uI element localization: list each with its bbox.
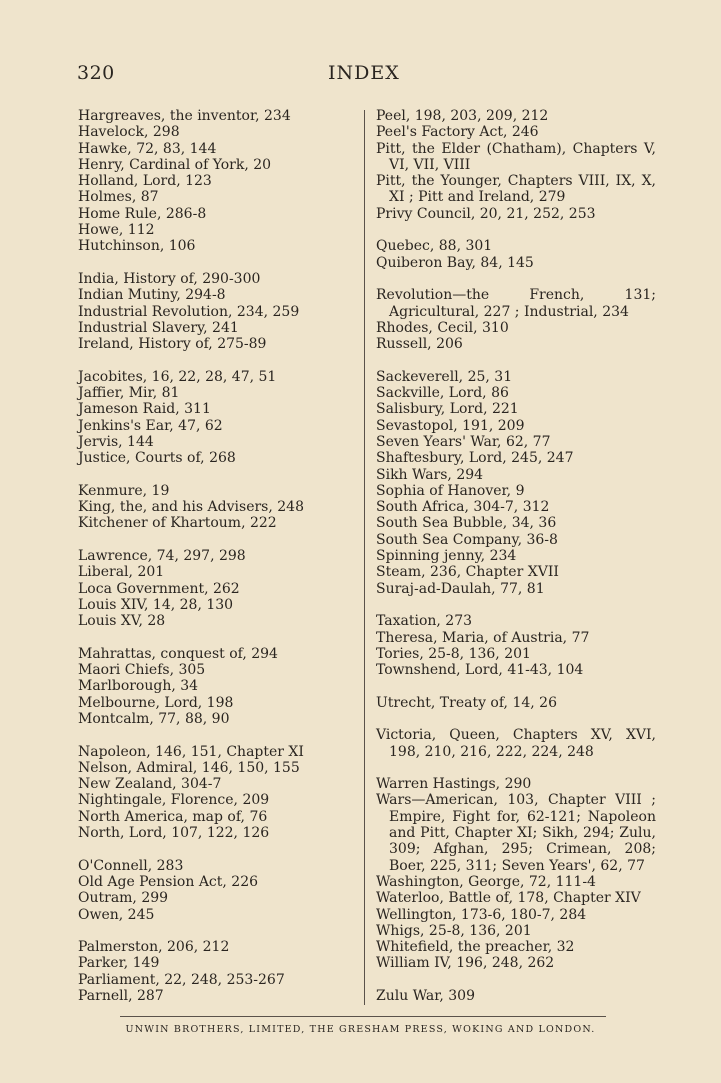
index-entry: Warren Hastings, 290	[376, 776, 532, 793]
index-letter-group	[78, 548, 348, 629]
index-entry: Wellington, 173-6, 180-7, 284	[376, 906, 587, 923]
index-column-right	[376, 108, 656, 1021]
index-entry: Quebec, 88, 301	[376, 238, 493, 255]
index-entry: Sikh Wars, 294	[376, 466, 484, 483]
index-entry: New Zealand, 304-7	[78, 776, 222, 793]
index-letter-group	[376, 287, 656, 352]
index-letter-group	[376, 695, 656, 711]
footer-rule	[120, 1016, 606, 1017]
index-entry: Parliament, 22, 248, 253-267	[78, 971, 285, 988]
index-entry: Kitchener of Khartoum, 222	[78, 515, 277, 532]
index-letter-group	[78, 108, 348, 255]
index-entry: King, the, and his Advisers, 248	[78, 499, 304, 516]
index-entry: North, Lord, 107, 122, 126	[78, 825, 270, 842]
index-entry: Waterloo, Battle of, 178, Chapter XIV	[376, 890, 641, 907]
index-entry: Industrial Revolution, 234, 259	[78, 303, 300, 320]
index-entry: South Africa, 304-7, 312	[376, 499, 550, 516]
index-entry: Melbourne, Lord, 198	[78, 694, 234, 711]
column-divider	[364, 110, 365, 1005]
index-entry: Jenkins's Ear, 47, 62	[78, 417, 223, 434]
index-entry: Havelock, 298	[78, 124, 180, 141]
index-entry: Lawrence, 74, 297, 298	[78, 548, 246, 565]
index-entry: Montcalm, 77, 88, 90	[78, 710, 230, 727]
index-entry: Townshend, Lord, 41-43, 104	[376, 662, 584, 679]
index-entry: Jervis, 144	[78, 433, 154, 450]
index-entry: Zulu War, 309	[376, 988, 475, 1005]
index-letter-group	[78, 939, 348, 1004]
index-entry: Maori Chiefs, 305	[78, 662, 206, 679]
index-entry: Whitefield, the preacher, 32	[376, 939, 575, 956]
index-entry: Jacobites, 16, 22, 28, 47, 51	[78, 368, 277, 385]
index-entry: Mahrattas, conquest of, 294	[78, 645, 278, 662]
index-letter-group	[376, 238, 656, 271]
index-entry: Holmes, 87	[78, 189, 159, 206]
index-entry: Steam, 236, Chapter XVII	[376, 564, 559, 581]
index-letter-group	[376, 776, 656, 972]
index-entry: Tories, 25-8, 136, 201	[376, 645, 531, 662]
index-entry: Russell, 206	[376, 336, 463, 353]
index-entry: Spinning jenny, 234	[376, 548, 517, 565]
index-entry: Kenmure, 19	[78, 482, 170, 499]
index-entry: O'Connell, 283	[78, 857, 184, 874]
index-entry: Peel, 198, 203, 209, 212	[376, 108, 549, 124]
index-entry: Old Age Pension Act, 226	[78, 873, 259, 890]
index-letter-group	[78, 369, 348, 467]
index-entry: Salisbury, Lord, 221	[376, 401, 519, 418]
index-entry: Victoria, Queen, Chapters XV, XVI, 198, 210, 216, 222, 224, 248	[376, 727, 656, 760]
index-entry: Taxation, 273	[376, 613, 473, 630]
index-letter-group	[78, 483, 348, 532]
index-entry: Revolution—the French, 131; Agricultural, 227 ; Industrial, 234	[376, 287, 656, 320]
index-entry: Louis XV, 28	[78, 613, 166, 630]
index-letter-group	[376, 988, 656, 1004]
index-entry: Rhodes, Cecil, 310	[376, 319, 509, 336]
index-letter-group	[376, 613, 656, 678]
index-entry: Hargreaves, the inventor, 234	[78, 108, 291, 124]
index-entry: Nelson, Admiral, 146, 150, 155	[78, 759, 300, 776]
index-entry: Industrial Slavery, 241	[78, 319, 239, 336]
index-entry: Louis XIV, 14, 28, 130	[78, 596, 234, 613]
index-entry: South Sea Bubble, 34, 36	[376, 515, 557, 532]
index-entry: Hawke, 72, 83, 144	[78, 140, 217, 157]
index-entry: Howe, 112	[78, 222, 155, 239]
index-entry: Liberal, 201	[78, 564, 165, 581]
index-entry: Wars—American, 103, Chapter VIII ; Empire, Fight for, 62-121; Napoleon and Pitt, Chapter XI; Sikh, 294; Zulu, 309; Afghan, 295; Crimean, 208; Boer, 225, 311; Seven Years', 62, 77	[376, 792, 656, 874]
index-entry: Utrecht, Treaty of, 14, 26	[376, 694, 557, 711]
index-entry: Sackville, Lord, 86	[376, 385, 509, 402]
index-entry: Napoleon, 146, 151, Chapter XI	[78, 743, 304, 760]
index-entry: Hutchinson, 106	[78, 238, 196, 255]
index-entry: Holland, Lord, 123	[78, 173, 212, 190]
index-entry: Parker, 149	[78, 955, 160, 972]
index-entry: Marlborough, 34	[78, 678, 199, 695]
index-entry: Quiberon Bay, 84, 145	[376, 254, 534, 271]
index-letter-group	[78, 858, 348, 923]
index-entry: Theresa, Maria, of Austria, 77	[376, 629, 590, 646]
index-entry: Ireland, History of, 275-89	[78, 336, 267, 353]
index-entry: Loca Government, 262	[78, 580, 240, 597]
index-letter-group	[376, 369, 656, 597]
index-entry: Palmerston, 206, 212	[78, 939, 230, 956]
index-entry: Peel's Factory Act, 246	[376, 124, 539, 141]
index-column-left	[78, 108, 348, 1021]
index-entry: Suraj-ad-Daulah, 77, 81	[376, 580, 545, 597]
index-letter-group	[78, 271, 348, 352]
index-letter-group	[78, 646, 348, 727]
index-entry: Owen, 245	[78, 906, 155, 923]
index-entry: Parnell, 287	[78, 988, 164, 1005]
index-entry: Justice, Courts of, 268	[78, 450, 236, 467]
printer-imprint: UNWIN BROTHERS, LIMITED, THE GRESHAM PRESS, WOKING AND LONDON.	[125, 1024, 596, 1035]
index-entry: Jameson Raid, 311	[78, 401, 211, 418]
index-entry: Pitt, the Elder (Chatham), Chapters V, VI, VII, VIII	[376, 140, 656, 173]
index-entry: Sevastopol, 191, 209	[376, 417, 525, 434]
index-entry: Pitt, the Younger, Chapters VIII, IX, X, XI ; Pitt and Ireland, 279	[376, 173, 656, 206]
index-entry: Jaffier, Mir, 81	[78, 385, 180, 402]
index-entry: Whigs, 25-8, 136, 201	[376, 922, 532, 939]
index-entry: Shaftesbury, Lord, 245, 247	[376, 450, 574, 467]
index-letter-group	[78, 744, 348, 842]
index-entry: Home Rule, 286-8	[78, 205, 207, 222]
page-number: 320	[77, 62, 115, 84]
index-entry: Outram, 299	[78, 890, 169, 907]
index-letter-group	[376, 108, 656, 222]
index-entry: Privy Council, 20, 21, 252, 253	[376, 205, 596, 222]
index-entry: Washington, George, 72, 111-4	[376, 873, 596, 890]
index-entry: William IV, 196, 248, 262	[376, 955, 555, 972]
index-entry: Indian Mutiny, 294-8	[78, 287, 226, 304]
page-title: INDEX	[328, 62, 400, 84]
index-letter-group	[376, 727, 656, 760]
index-entry: North America, map of, 76	[78, 808, 268, 825]
index-entry: Sophia of Hanover, 9	[376, 482, 525, 499]
index-entry: Seven Years' War, 62, 77	[376, 433, 551, 450]
index-entry: India, History of, 290-300	[78, 270, 261, 287]
index-entry: Henry, Cardinal of York, 20	[78, 156, 272, 173]
index-entry: Nightingale, Florence, 209	[78, 792, 270, 809]
index-entry: Sackeverell, 25, 31	[376, 368, 513, 385]
index-entry: South Sea Company, 36-8	[376, 531, 558, 548]
